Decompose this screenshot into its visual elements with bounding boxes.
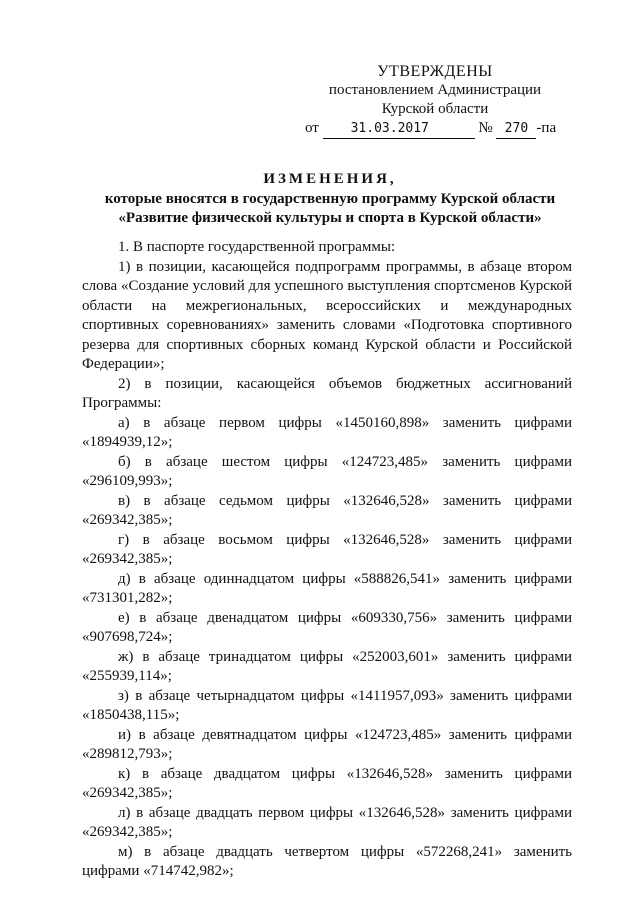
heading-subtitle-2: «Развитие физической культуры и спорта в Курской области» — [118, 210, 542, 226]
document-body — [82, 238, 572, 882]
number-suffix: -па — [536, 120, 557, 136]
number-label: № — [478, 120, 493, 136]
document-heading — [80, 168, 580, 228]
list-item: ж) в абзаце тринадцатом цифры «252003,601» заменить цифрами «255939,114»; — [82, 648, 572, 684]
approval-line-2: Курской области — [381, 101, 489, 117]
approval-number-line — [305, 119, 600, 139]
list-item: м) в абзаце двадцать четвертом цифры «572268,241» заменить цифрами «714742,982»; — [82, 843, 572, 879]
list-item: б) в абзаце шестом цифры «124723,485» заменить цифрами «296109,993»; — [82, 453, 572, 489]
list-item: и) в абзаце девятнадцатом цифры «124723,485» заменить цифрами «289812,793»; — [82, 726, 572, 762]
list-item: з) в абзаце четырнадцатом цифры «1411957,093» заменить цифрами «1850438,115»; — [82, 687, 572, 723]
list-item: е) в абзаце двенадцатом цифры «609330,756» заменить цифрами «907698,724»; — [82, 609, 572, 645]
approval-title: УТВЕРЖДЕНЫ — [377, 63, 493, 80]
heading-subtitle-1: которые вносятся в государственную программу Курской области — [104, 191, 556, 207]
approval-number: 270 — [496, 119, 536, 139]
list-item: д) в абзаце одиннадцатом цифры «588826,541» заменить цифрами «731301,282»; — [82, 570, 572, 606]
list-item: в) в абзаце седьмом цифры «132646,528» заменить цифрами «269342,385»; — [82, 492, 572, 528]
list-item: г) в абзаце восьмом цифры «132646,528» заменить цифрами «269342,385»; — [82, 531, 572, 567]
approval-date: 31.03.2017 — [323, 119, 475, 139]
list-item: а) в абзаце первом цифры «1450160,898» заменить цифрами «1894939,12»; — [82, 414, 572, 450]
list-item: к) в абзаце двадцатом цифры «132646,528» заменить цифрами «269342,385»; — [82, 765, 572, 801]
approval-line-1: постановлением Администрации — [328, 82, 542, 98]
from-label: от — [305, 120, 319, 136]
paragraph: 2) в позиции, касающейся объемов бюджетных ассигнований Программы: — [82, 375, 572, 411]
heading-title: ИЗМЕНЕНИЯ, — [263, 171, 397, 187]
list-item: л) в абзаце двадцать первом цифры «132646,528» заменить цифрами «269342,385»; — [82, 804, 572, 840]
paragraph: 1) в позиции, касающейся подпрограмм программы, в абзаце втором слова «Создание условий для успешного выступления спортсменов Курской области на межрегиональных, всероссийских и международных спортивных соревнованиях» заменить словами «Подготовка спортивного резерва для спортивных сборных команд Курской области и Российской Федерации»; — [82, 258, 572, 372]
paragraph: 1. В паспорте государственной программы: — [118, 239, 396, 255]
approval-block — [300, 62, 600, 139]
